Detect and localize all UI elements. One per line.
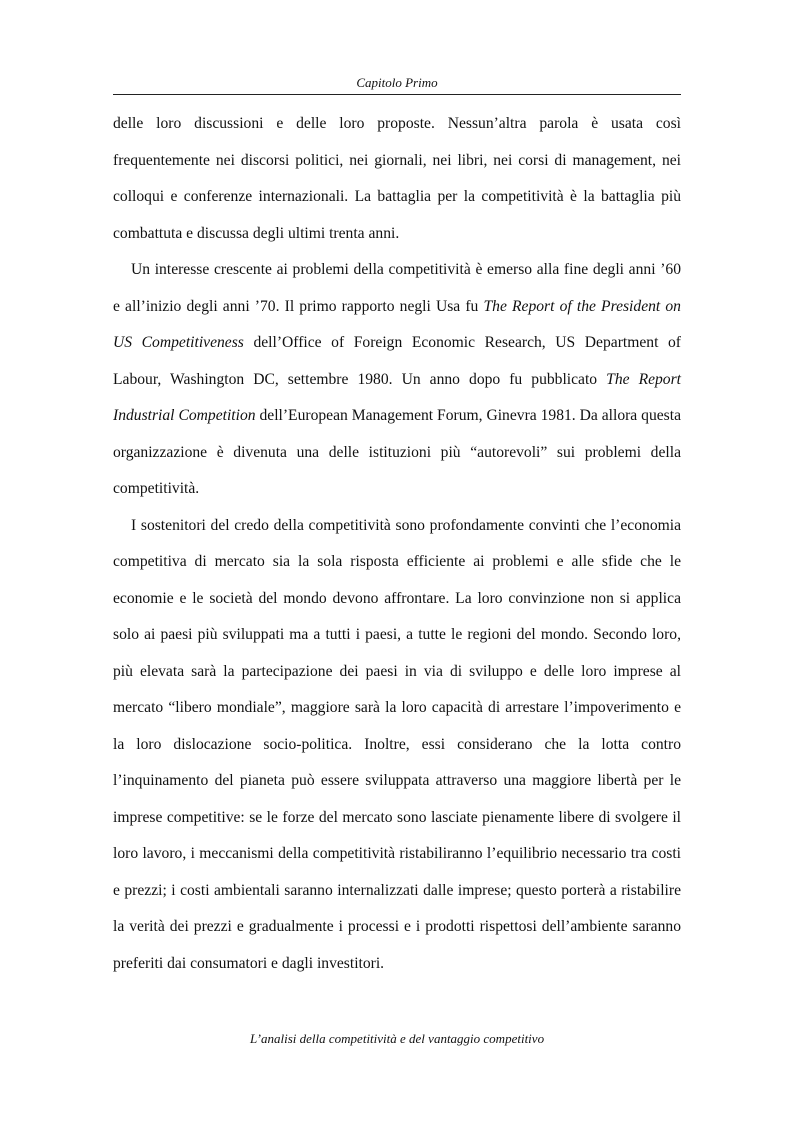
paragraph-2-text-1: Un interesse crescente ai problemi della competitività è emerso alla fine degli anni ’60 e all’inizio degli anni ’70. Il primo rapporto negli Usa fu bbox=[113, 261, 681, 315]
running-foot: L’analisi della competitività e del vantaggio competitivo bbox=[249, 1031, 545, 1046]
report-title-industrial-competition: The Report Industrial Competition bbox=[113, 370, 682, 424]
paragraph-2-text-2: dell’Office of Foreign Economic Research, US Department of Labour, Washington DC, settembre 1980. Un anno dopo fu pubblicato bbox=[113, 334, 681, 388]
header-rule bbox=[113, 94, 681, 95]
running-head: Capitolo Primo bbox=[356, 75, 438, 90]
paragraph-2-text-3: dell’European Management Forum, Ginevra 1981. Da allora questa organizzazione è divenuta una delle istituzioni più “autorevoli” sui problemi della competitività. bbox=[113, 407, 681, 497]
paragraph-1: delle loro discussioni e delle loro proposte. Nessun’altra parola è usata così frequentemente nei discorsi politici, nei giornali, nei libri, nei corsi di management, nei colloqui e conferenze internazionali. La battaglia per la competitività è la battaglia più combattuta e discussa degli ultimi trenta anni. bbox=[113, 115, 681, 242]
page-body bbox=[113, 106, 681, 982]
paragraph-2 bbox=[113, 252, 681, 508]
paragraph-3: I sostenitori del credo della competitività sono profondamente convinti che l’economia competitiva di mercato sia la sola risposta efficiente ai problemi e alle sfide che le economie e le società del mondo devono affrontare. La loro convinzione non si applica solo ai paesi più sviluppati ma a tutti i paesi, a tutte le regioni del mondo. Secondo loro, più elevata sarà la partecipazione dei paesi in via di sviluppo e delle loro imprese al mercato “libero mondiale”, maggiore sarà la loro capacità di arrestare l’impoverimento e la loro dislocazione socio-politica. Inoltre, essi considerano che la lotta contro l’inquinamento del pianeta può essere sviluppata attraverso una maggiore libertà per le imprese competitive: se le forze del mercato sono lasciate pienamente libere di svolgere il loro lavoro, i meccanismi della competitività ristabiliranno l’equilibrio necessario tra costi e prezzi; i costi ambientali saranno internalizzati dalle imprese; questo porterà a ristabilire la verità dei prezzi e gradualmente i processi e i prodotti rispettosi dell’ambiente saranno preferiti dai consumatori e dagli investitori. bbox=[113, 516, 681, 972]
report-title-us-competitiveness: The Report of the President on US Competitiveness bbox=[113, 297, 681, 351]
